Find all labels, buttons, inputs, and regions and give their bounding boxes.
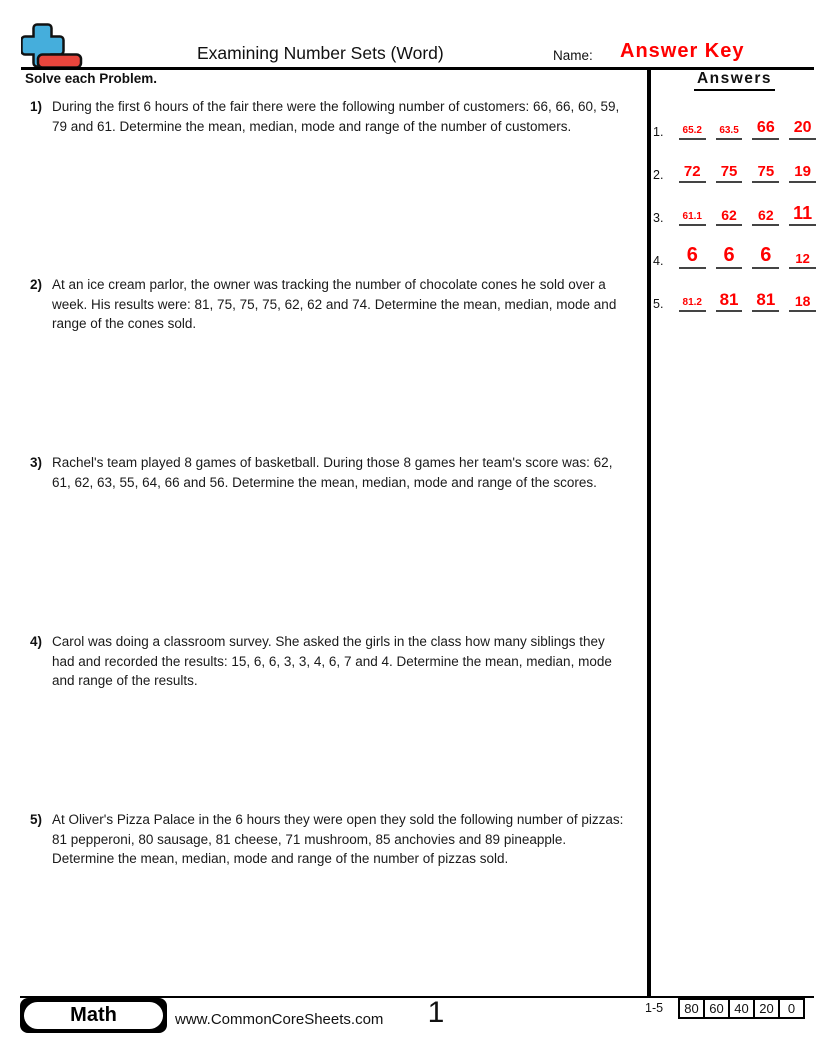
answer-blank bbox=[752, 291, 779, 312]
answer-value: 6 bbox=[686, 244, 698, 266]
score-cell: 20 bbox=[753, 998, 780, 1019]
answer-value: 75 bbox=[720, 163, 738, 180]
answer-value: 63.5 bbox=[719, 125, 739, 136]
subject-badge bbox=[20, 998, 167, 1033]
problem-text: At an ice cream parlor, the owner was tracking the number of chocolate cones he sold over a week. His results were: 81, 75, 75, 75, 62, 62 and 74. Determine the mean, median, mode and range of the cones sold. bbox=[52, 277, 617, 331]
answer-blank bbox=[752, 245, 779, 269]
problem-item bbox=[30, 275, 630, 334]
page-title: Examining Number Sets (Word) bbox=[197, 43, 444, 63]
answer-row bbox=[653, 114, 816, 140]
answer-blank bbox=[679, 245, 706, 269]
answer-value: 61.1 bbox=[682, 211, 702, 222]
score-cell: 40 bbox=[728, 998, 755, 1019]
name-label: Name: bbox=[553, 48, 593, 63]
answer-blank bbox=[716, 245, 743, 269]
answer-key-text: Answer Key bbox=[620, 40, 745, 62]
answer-row bbox=[653, 243, 816, 269]
problem-number: 4) bbox=[30, 634, 43, 649]
answer-blank bbox=[716, 121, 743, 140]
answer-blank bbox=[679, 121, 706, 140]
answer-row-number: 1. bbox=[653, 125, 664, 139]
answer-value: 75 bbox=[757, 163, 775, 180]
answer-value: 62 bbox=[721, 207, 737, 223]
score-range-label: 1-5 bbox=[645, 1001, 664, 1015]
answer-value: 66 bbox=[756, 119, 775, 136]
answer-blank bbox=[679, 164, 706, 183]
answer-blank bbox=[716, 291, 743, 312]
subject-badge-label: Math bbox=[24, 1002, 163, 1029]
answer-value: 81.2 bbox=[682, 297, 702, 308]
problem-text: At Oliver's Pizza Palace in the 6 hours they were open they sold the following number of pizzas: 81 pepperoni, 80 sausage, 81 cheese, 71 mushroom, 85 anchovies and 89 pineapple. Determine the mean, median, mode and range of the number of pizzas sold. bbox=[52, 812, 624, 866]
answer-value: 6 bbox=[760, 244, 772, 266]
answer-row-number: 4. bbox=[653, 254, 664, 268]
answer-blank bbox=[752, 208, 779, 226]
problem-text: Rachel's team played 8 games of basketball. During those 8 games her team's score was: 62, 61, 62, 63, 55, 64, 66 and 56. Determine the mean, median, mode and range of the scores. bbox=[52, 455, 613, 490]
answer-value: 81 bbox=[719, 290, 739, 309]
answer-value: 11 bbox=[793, 203, 813, 223]
answer-blank bbox=[789, 164, 816, 183]
problem-text: Carol was doing a classroom survey. She asked the girls in the class how many siblings they had and recorded the results: 15, 6, 6, 3, 3, 4, 6, 7 and 4. Determine the mean, median, mode and range of the results. bbox=[52, 634, 612, 688]
problem-number: 3) bbox=[30, 455, 43, 470]
problem-item bbox=[30, 453, 630, 492]
score-cell: 0 bbox=[778, 998, 805, 1019]
problem-number: 5) bbox=[30, 812, 43, 827]
instructions: Solve each Problem. bbox=[25, 71, 158, 86]
answer-blank bbox=[789, 204, 816, 226]
answers-column-divider bbox=[647, 69, 651, 997]
answer-value: 20 bbox=[793, 119, 812, 136]
plus-minus-icon bbox=[21, 23, 83, 70]
problem-number: 2) bbox=[30, 277, 43, 292]
website-url: www.CommonCoreSheets.com bbox=[175, 1011, 384, 1028]
answer-blank bbox=[789, 120, 816, 140]
answer-blank bbox=[752, 164, 779, 183]
answer-blank bbox=[789, 251, 816, 269]
page-number: 1 bbox=[427, 996, 445, 1029]
answer-row bbox=[653, 157, 816, 183]
answer-value: 18 bbox=[794, 293, 811, 309]
answer-row-number: 3. bbox=[653, 211, 664, 225]
answer-row bbox=[653, 286, 816, 312]
answer-blank bbox=[752, 120, 779, 140]
answer-blank bbox=[679, 207, 706, 226]
answer-value: 6 bbox=[723, 244, 735, 266]
answer-row bbox=[653, 200, 816, 226]
answer-value: 19 bbox=[794, 163, 811, 180]
answer-value: 12 bbox=[795, 251, 810, 266]
answer-value: 81 bbox=[756, 290, 776, 309]
answer-value: 72 bbox=[683, 163, 701, 180]
answer-value: 62 bbox=[758, 207, 774, 223]
problem-item bbox=[30, 97, 630, 136]
answer-blank bbox=[789, 294, 816, 312]
score-table bbox=[678, 998, 805, 1019]
score-cell: 60 bbox=[703, 998, 730, 1019]
problem-text: During the first 6 hours of the fair there were the following number of customers: 66, 66, 60, 59, 79 and 61. Determine the mean, median, mode and range of the number of customers. bbox=[52, 99, 620, 134]
answer-blank bbox=[679, 293, 706, 312]
problem-item bbox=[30, 810, 630, 869]
score-cell: 80 bbox=[678, 998, 705, 1019]
problem-item bbox=[30, 632, 630, 691]
answer-row-number: 2. bbox=[653, 168, 664, 182]
problem-number: 1) bbox=[30, 99, 43, 114]
answer-row-number: 5. bbox=[653, 297, 664, 311]
answer-blank bbox=[716, 164, 743, 183]
answer-value: 65.2 bbox=[682, 125, 702, 136]
answer-blank bbox=[716, 208, 743, 226]
answers-heading: Answers bbox=[653, 70, 816, 91]
